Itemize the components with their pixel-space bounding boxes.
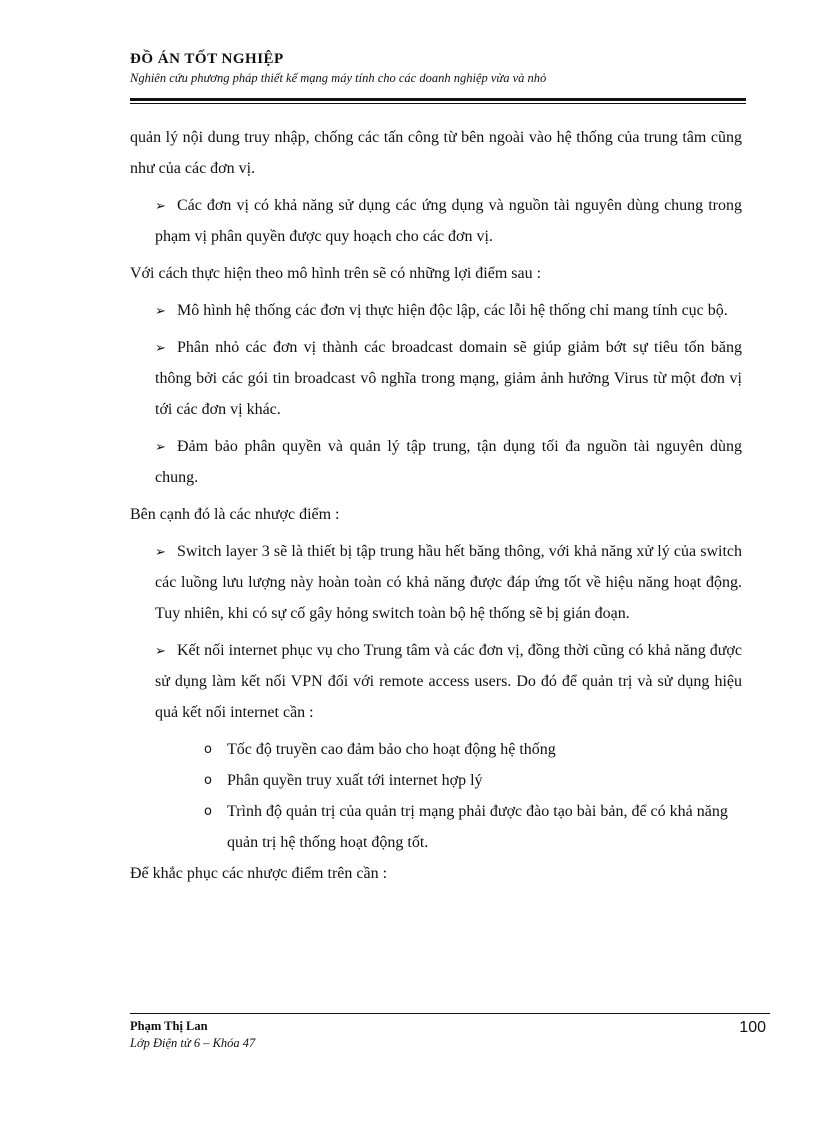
bullet-text: Switch layer 3 sẽ là thiết bị tập trung hầu hết băng thông, với khả năng xử lý của switch các luồng lưu lượng này hoàn toàn có khả năng được đáp ứng tốt về hiệu năng hoạt động. Tuy nhiên, khi có sự cố gây hỏng switch toàn bộ hệ thống sẽ bị gián đoạn. (155, 543, 742, 622)
arrow-bullet-icon: ➢ (155, 439, 166, 454)
sub-list-item (130, 734, 742, 765)
advantages-intro: Với cách thực hiện theo mô hình trên sẽ có những lợi điểm sau : (130, 265, 542, 282)
page-body (130, 122, 742, 889)
sub-item-text: Trình độ quản trị của quản trị mạng phải được đào tạo bài bản, để có khả năng quản trị hệ thống hoạt động tốt. (227, 803, 728, 851)
bullet-text: Phân nhỏ các đơn vị thành các broadcast domain sẽ giúp giảm bớt sự tiêu tốn băng thông bởi các gói tin broadcast vô nghĩa trong mạng, giảm ảnh hưởng Virus từ một đơn vị tới các đơn vị khác. (155, 339, 742, 418)
advantage-item (130, 332, 742, 425)
circle-bullet-icon: o (204, 804, 212, 819)
footer-rule (130, 1013, 770, 1014)
document-subtitle: Nghiên cứu phương pháp thiết kế mạng máy tính cho các doanh nghiệp vừa và nhỏ (130, 71, 547, 85)
page-header (130, 50, 746, 86)
advantage-item (130, 431, 742, 493)
disadvantage-item (130, 635, 742, 728)
sub-list-item (130, 796, 742, 858)
arrow-bullet-icon: ➢ (155, 643, 166, 658)
disadvantage-item (130, 536, 742, 629)
footer-class: Lớp Điện tử 6 – Khóa 47 (130, 1036, 256, 1050)
arrow-bullet-icon: ➢ (155, 340, 166, 355)
circle-bullet-icon: o (204, 742, 212, 757)
header-rule-thick (130, 98, 746, 101)
bullet-text: Các đơn vị có khả năng sử dụng các ứng dụng và nguồn tài nguyên dùng chung trong phạm vị phân quyền được quy hoạch cho các đơn vị. (155, 197, 742, 245)
page-number: 100 (739, 1019, 766, 1036)
bullet-text: Mô hình hệ thống các đơn vị thực hiện độc lập, các lỗi hệ thống chỉ mang tính cục bộ. (177, 302, 728, 319)
arrow-bullet-icon: ➢ (155, 303, 166, 318)
disadvantages-intro: Bên cạnh đó là các nhược điểm : (130, 506, 340, 523)
bullet-shared-resources (130, 190, 742, 252)
arrow-bullet-icon: ➢ (155, 198, 166, 213)
arrow-bullet-icon: ➢ (155, 544, 166, 559)
sub-item-text: Tốc độ truyền cao đảm bảo cho hoạt động hệ thống (227, 741, 556, 758)
document-title: ĐỒ ÁN TỐT NGHIỆP (130, 51, 284, 67)
sub-list-item (130, 765, 742, 796)
bullet-text: Kết nối internet phục vụ cho Trung tâm và các đơn vị, đồng thời cũng có khả năng được sử dụng làm kết nối VPN đối với remote access users. Do đó để quản trị và sử dụng hiệu quả kết nối internet cần : (155, 642, 742, 721)
circle-bullet-icon: o (204, 773, 212, 788)
fix-intro: Để khắc phục các nhược điểm trên cần : (130, 865, 388, 882)
paragraph-access-management: quản lý nội dung truy nhập, chống các tấn công từ bên ngoài vào hệ thống của trung tâm cũng như của các đơn vị. (130, 129, 742, 177)
advantage-item (130, 295, 742, 326)
sub-item-text: Phân quyền truy xuất tới internet hợp lý (227, 772, 483, 789)
footer-author: Phạm Thị Lan (130, 1019, 208, 1033)
bullet-text: Đảm bảo phân quyền và quản lý tập trung, tận dụng tối đa nguồn tài nguyên dùng chung. (155, 438, 742, 486)
header-rule-thin (130, 103, 746, 104)
